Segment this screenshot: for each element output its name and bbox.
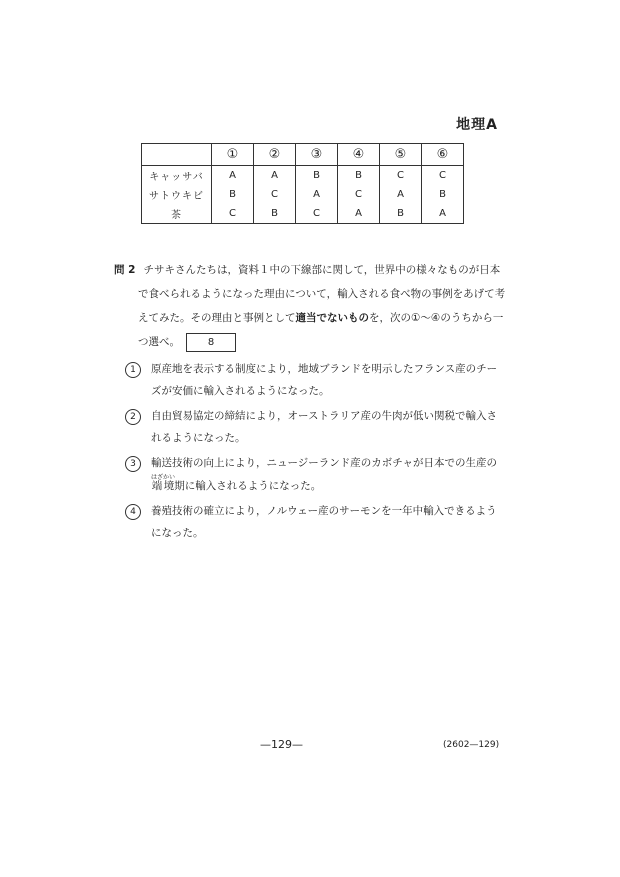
question-text: つ選べ。	[138, 336, 180, 348]
choice-number-circle: 3	[125, 456, 141, 472]
answer-options-table	[141, 143, 464, 224]
choice-item	[125, 452, 505, 497]
column-header: ③	[296, 144, 338, 166]
question-text: を，次の①～④のうちから一	[369, 312, 504, 324]
choice-number-circle: 1	[125, 362, 141, 378]
row-label: キャッサバ	[142, 166, 212, 186]
table-corner-cell	[142, 144, 212, 166]
table-cell: B	[254, 204, 296, 224]
table-row	[142, 166, 464, 186]
table-cell: A	[212, 166, 254, 186]
table-cell: B	[212, 185, 254, 204]
table-cell: A	[422, 204, 464, 224]
choice-list	[125, 358, 505, 547]
table-cell: A	[338, 204, 380, 224]
table-cell: B	[422, 185, 464, 204]
ruby-reading: はざかい	[151, 474, 176, 481]
table-cell: C	[380, 166, 422, 186]
question-text: えてみた。その理由と事例として	[138, 312, 296, 324]
choice-text: 端境はざかい期に輸入されるようになった。	[151, 474, 322, 492]
table-cell: C	[212, 204, 254, 224]
choice-item	[125, 405, 505, 449]
ruby-word: 端境はざかい	[151, 474, 176, 492]
page-number: —129—	[260, 738, 303, 751]
question-block	[114, 258, 509, 354]
column-header: ②	[254, 144, 296, 166]
table-cell: C	[338, 185, 380, 204]
table-cell: C	[296, 204, 338, 224]
table-cell: C	[254, 185, 296, 204]
question-emphasis: 適当でないもの	[295, 312, 369, 324]
table-cell: B	[296, 166, 338, 186]
choice-text: 養殖技術の確立により，ノルウェー産のサーモンを一年中輸入できるよう	[151, 505, 497, 517]
table-cell: A	[254, 166, 296, 186]
row-label: 茶	[142, 204, 212, 224]
table-row	[142, 204, 464, 224]
table-cell: A	[380, 185, 422, 204]
choice-text: 輸送技術の向上により，ニュージーランド産のカボチャが日本での生産の	[151, 457, 497, 469]
question-line: で食べられるようになった理由について，輸入される食べ物の事例をあげて考	[138, 288, 506, 300]
choice-text: になった。	[151, 527, 204, 539]
table-cell: B	[338, 166, 380, 186]
column-header: ①	[212, 144, 254, 166]
table-row	[142, 185, 464, 204]
subject-title: 地理A	[456, 117, 498, 133]
choice-text: 原産地を表示する制度により，地域ブランドを明示したフランス産のチー	[151, 363, 498, 375]
question-line	[114, 258, 509, 282]
column-header: ⑤	[380, 144, 422, 166]
table-cell: B	[380, 204, 422, 224]
choice-text: 自由貿易協定の締結により，オーストラリア産の牛肉が低い関税で輸入さ	[151, 410, 497, 422]
table-cell: A	[296, 185, 338, 204]
table-cell: C	[422, 166, 464, 186]
column-header: ⑥	[422, 144, 464, 166]
choice-text: れるようになった。	[151, 432, 246, 444]
answer-number-box: 8	[186, 333, 236, 352]
choice-text: ズが安価に輸入されるようになった。	[151, 385, 330, 397]
question-line	[114, 306, 509, 330]
question-line	[114, 330, 509, 354]
table-header-row	[142, 144, 464, 166]
document-code: (2602—129)	[443, 740, 500, 750]
choice-number-circle: 4	[125, 504, 141, 520]
choice-item	[125, 500, 505, 544]
choice-number-circle: 2	[125, 409, 141, 425]
row-label: サトウキビ	[142, 185, 212, 204]
question-number: 問 2	[114, 264, 136, 276]
column-header: ④	[338, 144, 380, 166]
question-text: チサキさんたちは，資料１中の下線部に関して，世界中の様々なものが日本	[143, 264, 501, 276]
choice-item	[125, 358, 505, 402]
